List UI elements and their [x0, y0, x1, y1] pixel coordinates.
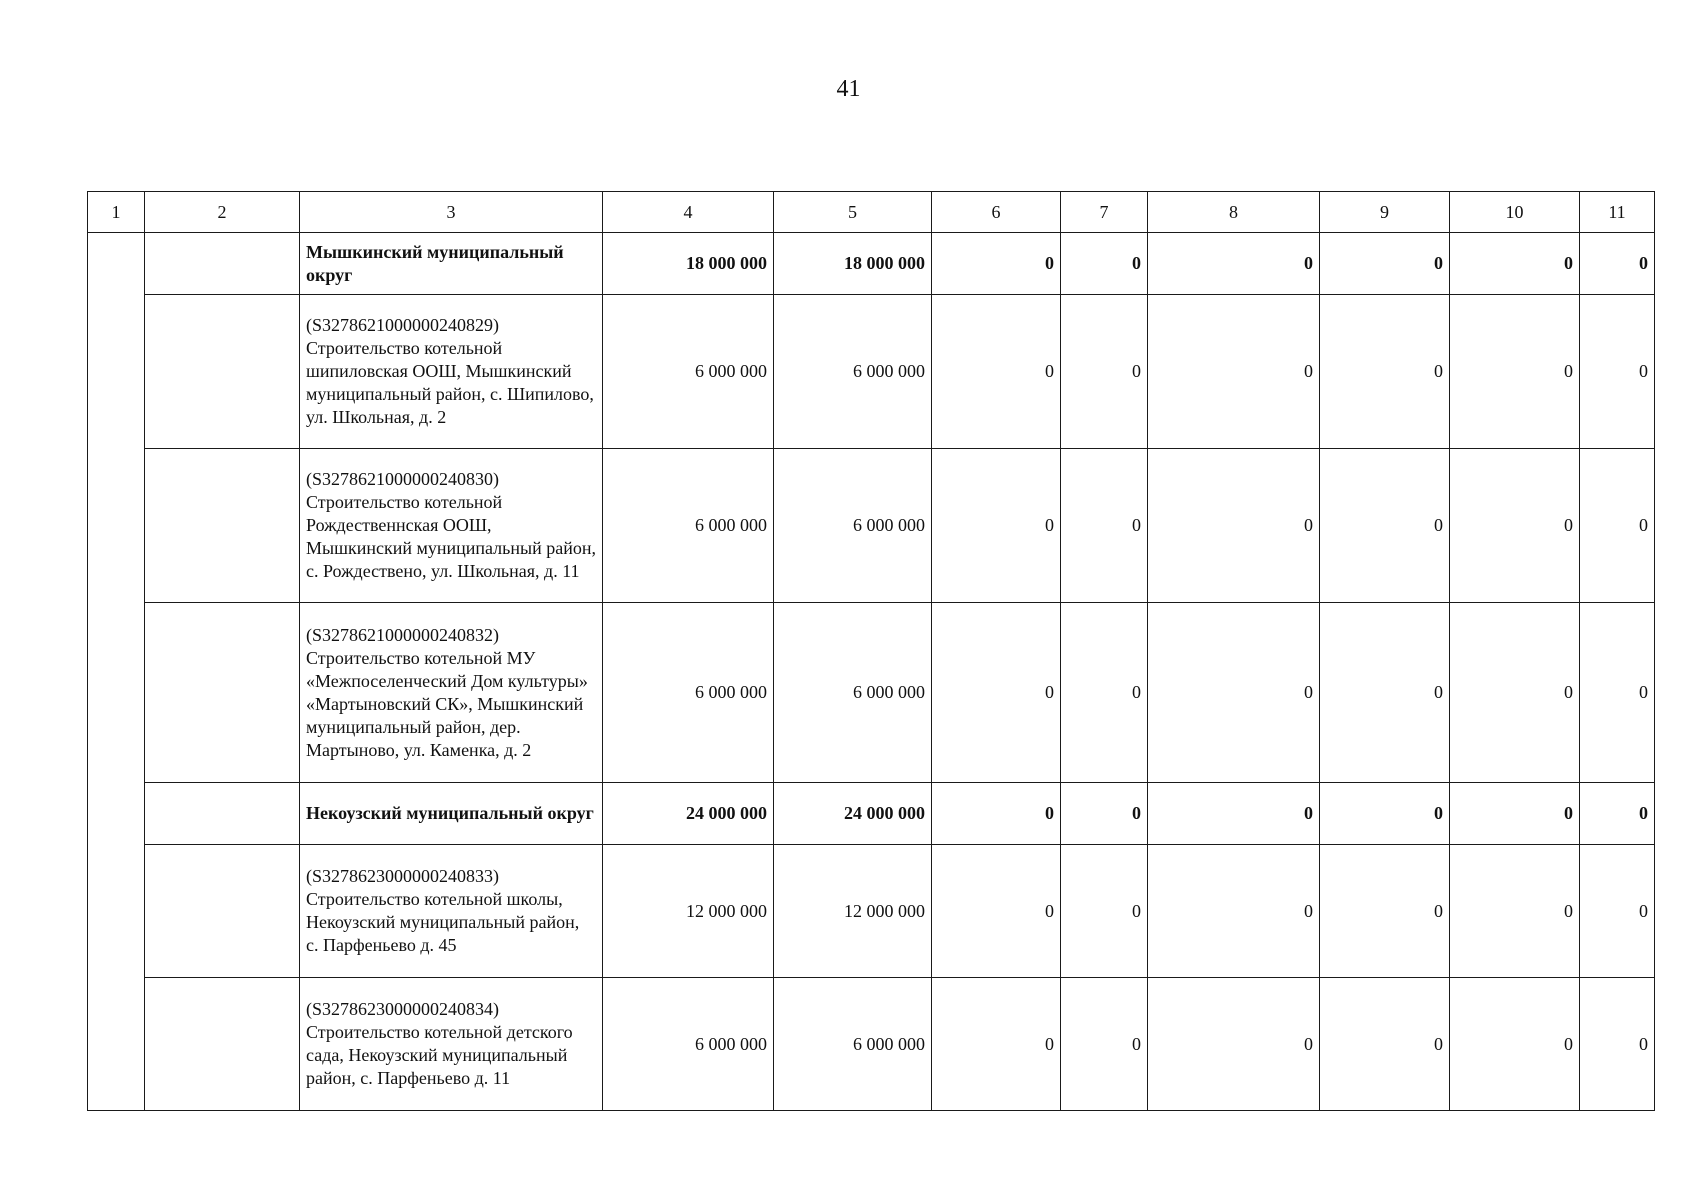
value-cell: 6 000 000 [603, 295, 774, 449]
value-cell: 24 000 000 [603, 783, 774, 845]
column-header-10: 10 [1450, 192, 1580, 233]
value-cell: 0 [1320, 233, 1450, 295]
object-description: (S3278621000000240830) Строительство котельной Рождественнская ООШ, Мышкинский муниципальный район, с. Рождествено, ул. Школьная, д. 11 [300, 449, 603, 603]
value-cell: 0 [1148, 449, 1320, 603]
value-cell: 0 [1148, 233, 1320, 295]
column-2-cell [145, 845, 300, 978]
column-header-2: 2 [145, 192, 300, 233]
value-cell: 0 [932, 449, 1061, 603]
value-cell: 0 [932, 295, 1061, 449]
district-name: Некоузский муниципальный округ [300, 783, 603, 845]
value-cell: 0 [1148, 295, 1320, 449]
value-cell: 0 [1580, 783, 1655, 845]
value-cell: 6 000 000 [603, 978, 774, 1111]
value-cell: 0 [932, 603, 1061, 783]
column-2-cell [145, 233, 300, 295]
value-cell: 0 [1320, 603, 1450, 783]
column-header-8: 8 [1148, 192, 1320, 233]
column-2-cell [145, 603, 300, 783]
column-header-9: 9 [1320, 192, 1450, 233]
value-cell: 0 [1580, 978, 1655, 1111]
value-cell: 0 [932, 845, 1061, 978]
value-cell: 0 [1148, 845, 1320, 978]
value-cell: 0 [1061, 233, 1148, 295]
table-row [88, 295, 1655, 449]
value-cell: 0 [1320, 295, 1450, 449]
value-cell: 0 [1061, 295, 1148, 449]
table-row [88, 845, 1655, 978]
value-cell: 0 [1148, 603, 1320, 783]
column-header-11: 11 [1580, 192, 1655, 233]
object-description: (S3278623000000240834) Строительство котельной детского сада, Некоузский муниципальный район, с. Парфеньево д. 11 [300, 978, 603, 1111]
value-cell: 0 [1450, 449, 1580, 603]
value-cell: 0 [1450, 295, 1580, 449]
table-row [88, 978, 1655, 1111]
column-header-1: 1 [88, 192, 145, 233]
value-cell: 0 [1450, 845, 1580, 978]
column-2-cell [145, 783, 300, 845]
district-total-row [88, 783, 1655, 845]
value-cell: 18 000 000 [603, 233, 774, 295]
table-row [88, 603, 1655, 783]
page-number: 41 [836, 76, 861, 102]
object-description: (S3278623000000240833) Строительство котельной школы, Некоузский муниципальный район, с. Парфеньево д. 45 [300, 845, 603, 978]
object-description: (S3278621000000240829) Строительство котельной шипиловская ООШ, Мышкинский муниципальный район, с. Шипилово, ул. Школьная, д. 2 [300, 295, 603, 449]
value-cell: 0 [1061, 978, 1148, 1111]
value-cell: 0 [1450, 603, 1580, 783]
value-cell: 0 [1450, 978, 1580, 1111]
column-header-4: 4 [603, 192, 774, 233]
value-cell: 0 [1320, 783, 1450, 845]
value-cell: 0 [1320, 978, 1450, 1111]
column-2-cell [145, 449, 300, 603]
value-cell: 0 [1580, 233, 1655, 295]
column-2-cell [145, 978, 300, 1111]
value-cell: 0 [1580, 845, 1655, 978]
value-cell: 6 000 000 [774, 449, 932, 603]
value-cell: 0 [1450, 233, 1580, 295]
column-number-row [88, 192, 1655, 233]
column-header-3: 3 [300, 192, 603, 233]
column-2-cell [145, 295, 300, 449]
value-cell: 0 [1580, 603, 1655, 783]
column-1-cell [88, 233, 145, 1111]
value-cell: 0 [932, 233, 1061, 295]
value-cell: 0 [1148, 783, 1320, 845]
value-cell: 0 [932, 783, 1061, 845]
value-cell: 0 [1148, 978, 1320, 1111]
value-cell: 0 [1061, 449, 1148, 603]
object-description: (S3278621000000240832) Строительство котельной МУ «Межпоселенческий Дом культуры» «Мартыновский СК», Мышкинский муниципальный район, дер. Мартыново, ул. Каменка, д. 2 [300, 603, 603, 783]
value-cell: 0 [932, 978, 1061, 1111]
budget-table [87, 191, 1655, 1111]
value-cell: 12 000 000 [603, 845, 774, 978]
district-total-row [88, 233, 1655, 295]
value-cell: 0 [1580, 295, 1655, 449]
column-header-7: 7 [1061, 192, 1148, 233]
value-cell: 0 [1061, 845, 1148, 978]
value-cell: 0 [1320, 845, 1450, 978]
table-row [88, 449, 1655, 603]
column-header-5: 5 [774, 192, 932, 233]
value-cell: 6 000 000 [774, 978, 932, 1111]
value-cell: 0 [1061, 603, 1148, 783]
value-cell: 24 000 000 [774, 783, 932, 845]
value-cell: 0 [1320, 449, 1450, 603]
value-cell: 0 [1061, 783, 1148, 845]
value-cell: 6 000 000 [603, 603, 774, 783]
value-cell: 18 000 000 [774, 233, 932, 295]
column-header-6: 6 [932, 192, 1061, 233]
value-cell: 6 000 000 [603, 449, 774, 603]
value-cell: 6 000 000 [774, 603, 932, 783]
value-cell: 0 [1450, 783, 1580, 845]
value-cell: 6 000 000 [774, 295, 932, 449]
value-cell: 12 000 000 [774, 845, 932, 978]
district-name: Мышкинский муниципальный округ [300, 233, 603, 295]
value-cell: 0 [1580, 449, 1655, 603]
